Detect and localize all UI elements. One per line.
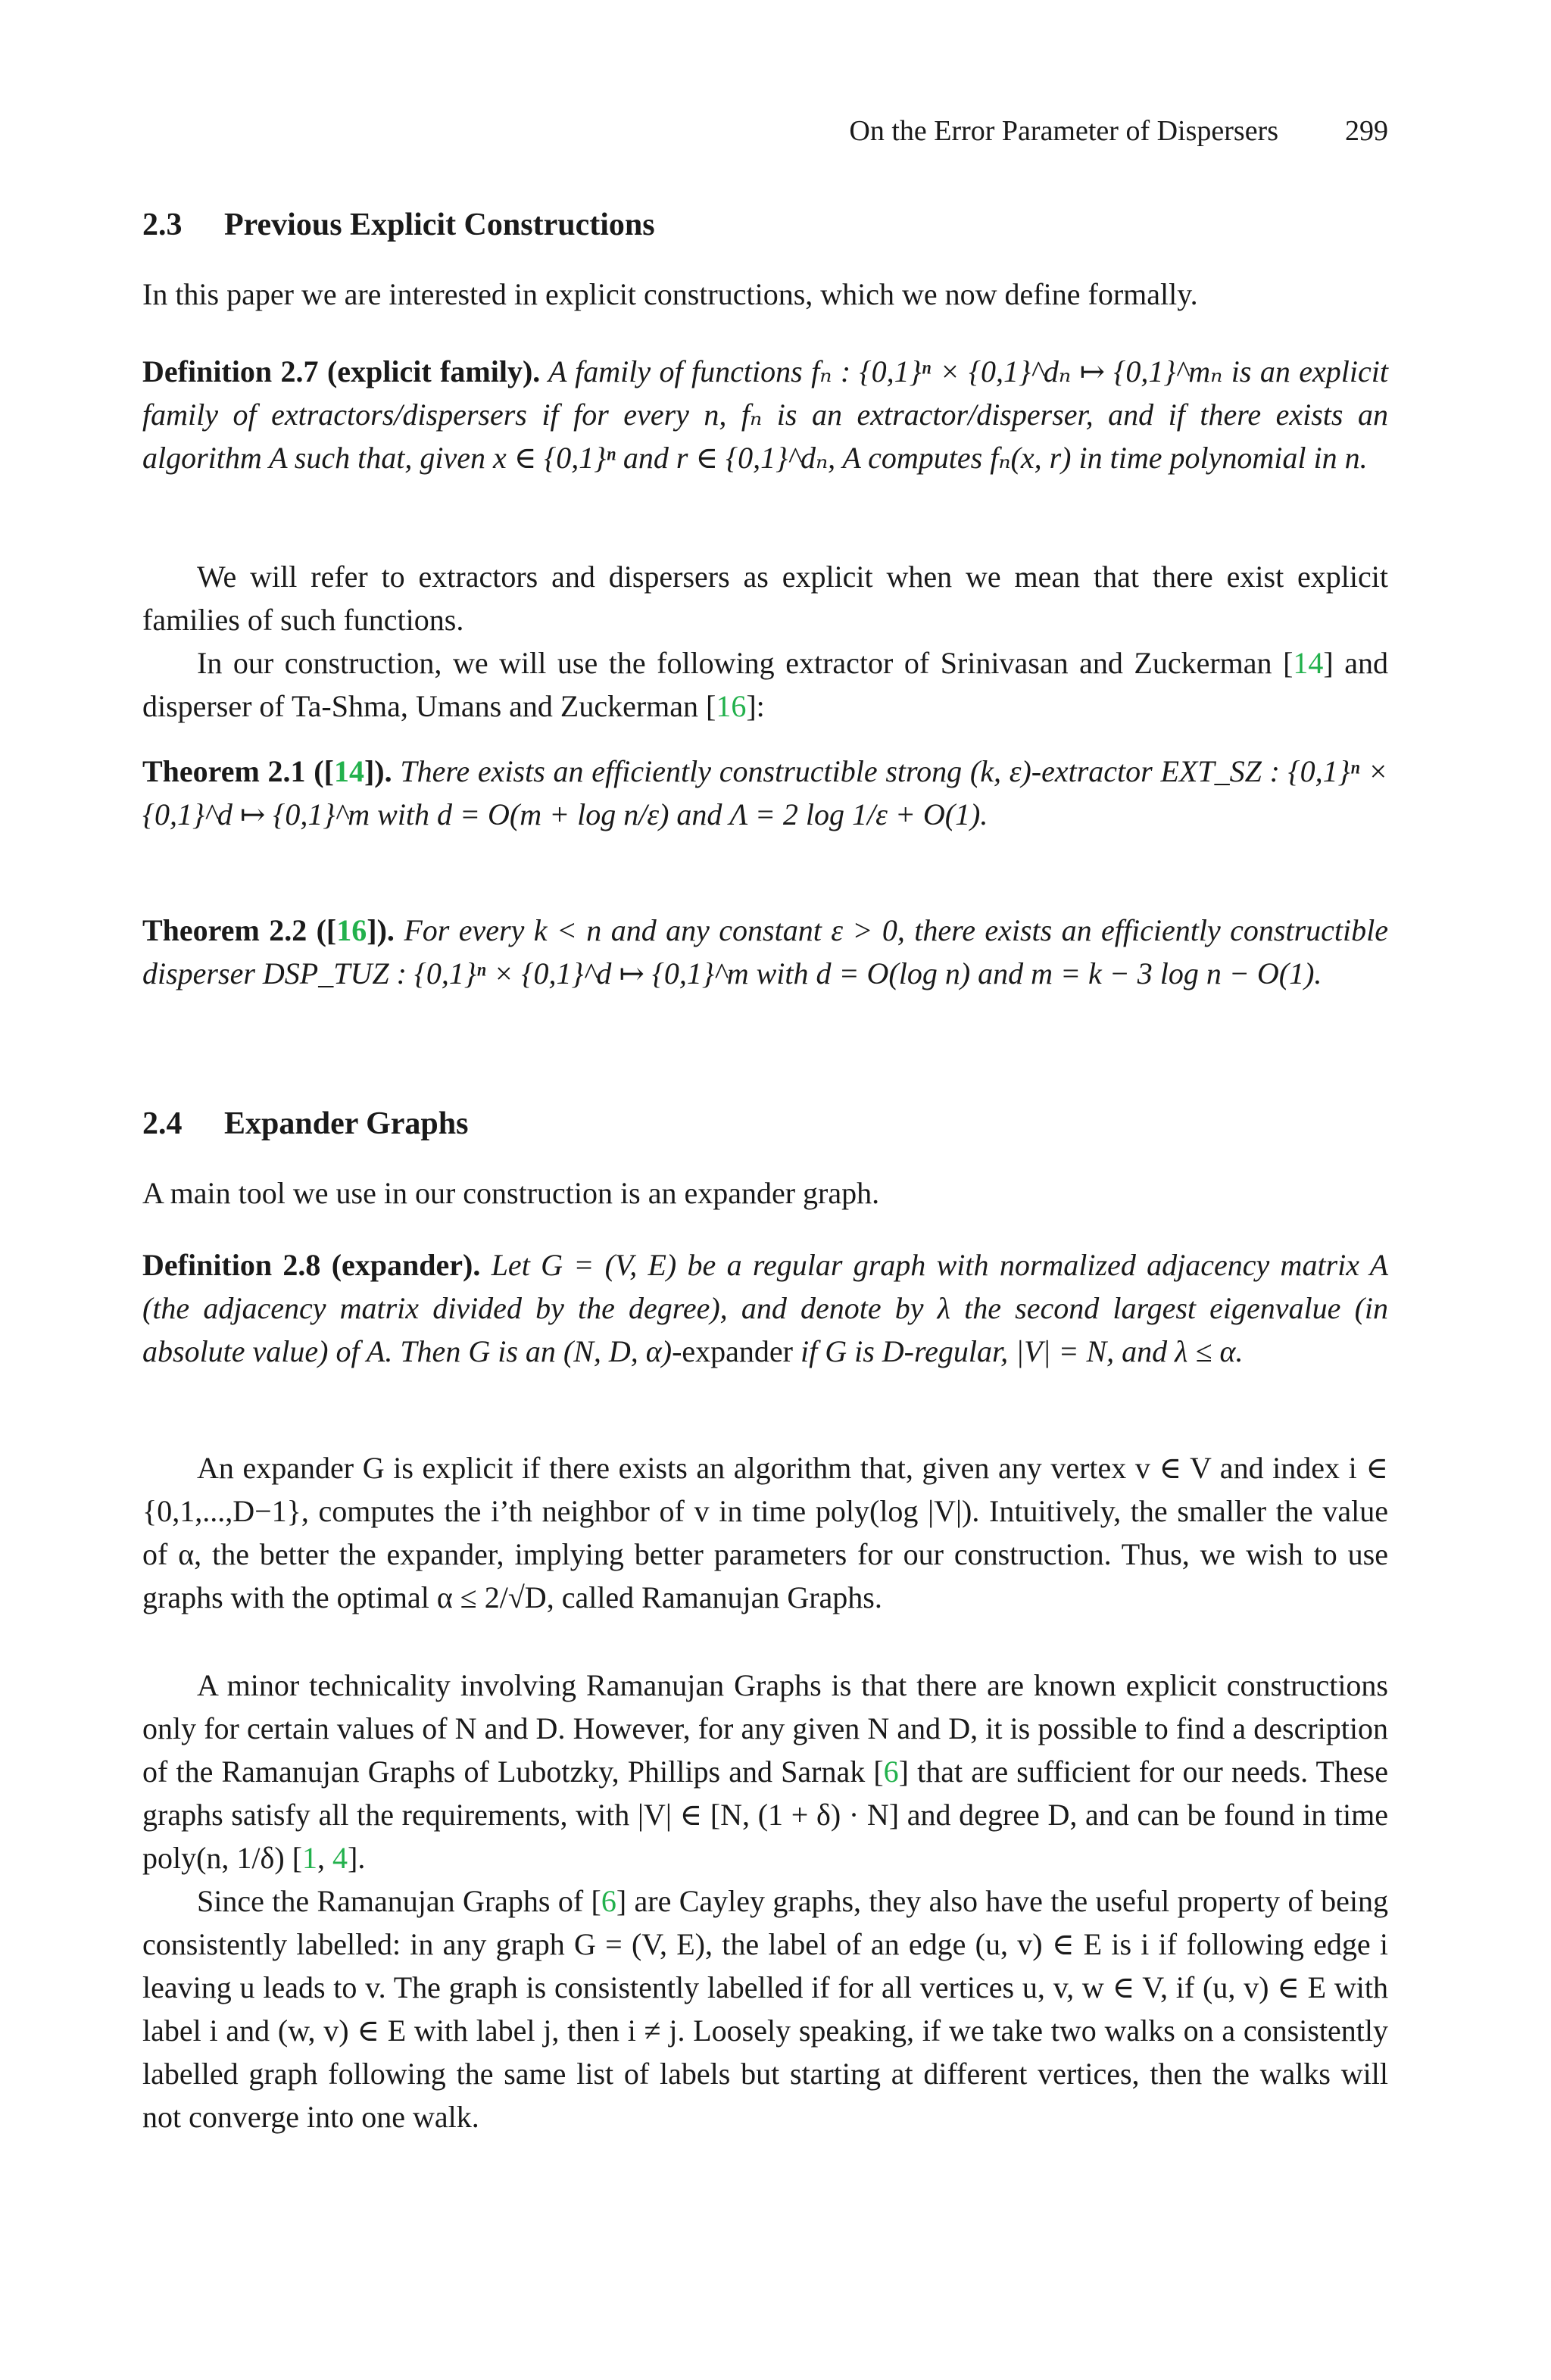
theorem-2-2 bbox=[142, 909, 1388, 995]
definition-2-7 bbox=[142, 350, 1388, 479]
text-run: ] that are sufficient for our needs. These graphs satisfy all the requirements, with |V| ∈ [N, (1 + δ) · N] and degree D, and can be found in time poly(n, 1/δ) [ bbox=[142, 1755, 1388, 1875]
paragraph-text: A main tool we use in our construction is an expander graph. bbox=[142, 1176, 880, 1210]
text-run: In our construction, we will use the following extractor of Srinivasan and Zuckerman [ bbox=[197, 646, 1294, 680]
section-title: Expander Graphs bbox=[224, 1106, 469, 1141]
paragraph-technicality bbox=[142, 1664, 1388, 1879]
definition-text-end: if G is D-regular, |V| = N, and λ ≤ α. bbox=[793, 1334, 1244, 1368]
page-number: 299 bbox=[1345, 115, 1388, 147]
defined-term: expander bbox=[682, 1334, 793, 1368]
section-number: 2.4 bbox=[142, 1106, 183, 1141]
text-run: Since the Ramanujan Graphs of [ bbox=[197, 1884, 601, 1918]
definition-2-8 bbox=[142, 1243, 1388, 1373]
theorem-text: For every k < n and any constant ε > 0, there exists an efficiently constructible disperser DSP_TUZ : {0,1}ⁿ × {0,1}^d ↦ {0,1}^m with d = O(log n) and m = k − 3 log n − O(1). bbox=[142, 913, 1389, 990]
text-run: ] are Cayley graphs, they also have the useful property of being consistently labelled: in any graph G = (V, E), the label of an edge (u, v) ∈ E is i if following edge i leaving u leads to v. The graph is consistently labelled if for all vertices u, v, w ∈ V, if (u, v) ∈ E with label i and (w, v) ∈ E with label j, then i ≠ j. Loosely speaking, if we take two walks on a consistently labelled graph following the same list of labels but starting at different vertices, then the walks will not converge into one walk. bbox=[142, 1884, 1388, 2134]
paragraph-explicit-expander bbox=[142, 1446, 1388, 1619]
paragraph-intro bbox=[142, 273, 1388, 316]
section-2-3-heading bbox=[142, 203, 1388, 247]
citation-link[interactable]: 6 bbox=[601, 1884, 616, 1918]
citation-link[interactable]: 14 bbox=[1293, 646, 1324, 680]
citation-link[interactable]: 16 bbox=[336, 913, 367, 947]
citation-link[interactable]: 6 bbox=[883, 1755, 899, 1789]
definition-text: A family of functions fₙ : {0,1}ⁿ × {0,1}^dₙ ↦ {0,1}^mₙ is an explicit family of extractors/dispersers if for every n, fₙ is an extractor/disperser, and if there exists an algorithm A such that, given x ∈ {0,1}ⁿ and r ∈ {0,1}^dₙ, A computes fₙ(x, r) in time polynomial in n. bbox=[142, 354, 1388, 475]
text-run: ]: bbox=[746, 689, 765, 723]
definition-label: Definition 2.8 (expander). bbox=[142, 1248, 481, 1282]
theorem-2-1 bbox=[142, 750, 1388, 836]
citation-link[interactable]: 1 bbox=[302, 1841, 318, 1875]
running-head bbox=[142, 112, 1388, 150]
text-run: A minor technicality involving Ramanujan Graphs is that there are known explicit constructions only for certain values of N and D. However, for any given N and D, it is possible to find a description of the Ramanujan Graphs of Lubotzky, Phillips and Sarnak [ bbox=[142, 1668, 1388, 1789]
definition-text: Let G = (V, E) be a regular graph with normalized adjacency matrix A (the adjacency matrix divided by the degree), and denote by λ the second largest eigenvalue (in absolute value) of A. Then G is an (N, D, α)- bbox=[142, 1248, 1389, 1368]
theorem-label-end: ]). bbox=[367, 913, 395, 947]
citation-link[interactable]: 4 bbox=[332, 1841, 348, 1875]
paragraph-tool bbox=[142, 1171, 1388, 1215]
text-run: ] and disperser of Ta-Shma, Umans and Zuckerman [ bbox=[142, 646, 1388, 723]
theorem-label: Theorem 2.2 ([ bbox=[142, 913, 337, 947]
running-title: On the Error Parameter of Dispersers bbox=[849, 115, 1278, 147]
paragraph-explicit bbox=[142, 555, 1388, 641]
section-title: Previous Explicit Constructions bbox=[224, 207, 655, 242]
citation-link[interactable]: 16 bbox=[716, 689, 747, 723]
paragraph-text: In this paper we are interested in explicit constructions, which we now define formally. bbox=[142, 277, 1198, 311]
paragraph-cayley bbox=[142, 1879, 1388, 2138]
text-run: ]. bbox=[348, 1841, 366, 1875]
definition-label: Definition 2.7 (explicit family). bbox=[142, 354, 541, 388]
paragraph-construction bbox=[142, 641, 1388, 728]
section-number: 2.3 bbox=[142, 207, 183, 242]
paragraph-text: We will refer to extractors and dispersers as explicit when we mean that there exist explicit families of such functions. bbox=[142, 560, 1388, 637]
theorem-text: There exists an efficiently constructible strong (k, ε)-extractor EXT_SZ : {0,1}ⁿ × {0,1}^d ↦ {0,1}^m with d = O(m + log n/ε) and Λ = 2 log 1/ε + O(1). bbox=[142, 754, 1388, 831]
theorem-label-end: ]). bbox=[364, 754, 392, 788]
theorem-label: Theorem 2.1 ([ bbox=[142, 754, 334, 788]
text-run: , bbox=[317, 1841, 333, 1875]
paragraph-text: An expander G is explicit if there exists an algorithm that, given any vertex v ∈ V and index i ∈ {0,1,...,D−1}, computes the i’th neighbor of v in time poly(log |V|). Intuitively, the smaller the value of α, the better the expander, implying better parameters for our construction. Thus, we wish to use graphs with the optimal α ≤ 2/√D, called Ramanujan Graphs. bbox=[142, 1451, 1388, 1614]
citation-link[interactable]: 14 bbox=[333, 754, 364, 788]
section-2-4-heading bbox=[142, 1102, 1388, 1146]
